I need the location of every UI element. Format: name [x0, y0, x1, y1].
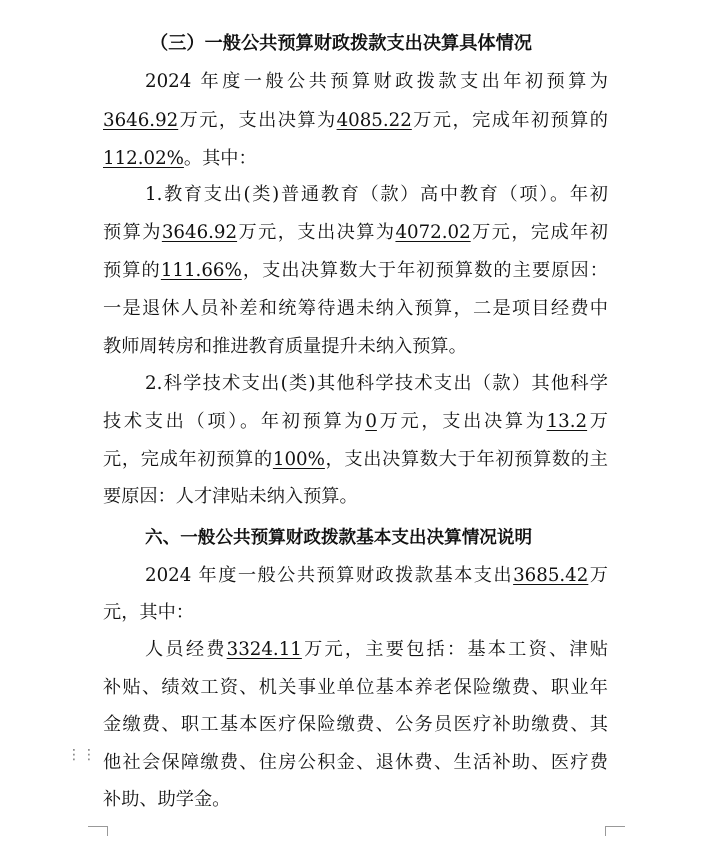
item-1-line: 一是退休人员补差和统筹待遇未纳入预算，二是项目经费中 — [103, 298, 608, 319]
item-2-line: 元，完成年初预算的100%，支出决算数大于年初预算数的主 — [103, 449, 608, 470]
paragraph-line: 元，其中： — [103, 602, 194, 623]
budget-value: 0 — [365, 411, 377, 432]
paragraph-line: 112.02%。其中： — [103, 148, 257, 169]
paragraph-line: 补助、助学金。 — [103, 789, 231, 810]
paragraph-line: 2024 年度一般公共预算财政拨款支出年初预算为 — [145, 71, 608, 92]
rate-value: 112.02% — [103, 148, 184, 169]
basic-expense-value: 3685.42 — [513, 565, 589, 586]
item-1-line: 预算为3646.92万元，支出决算为4072.02万元，完成年初 — [103, 222, 608, 243]
paragraph-line: 3646.92万元，支出决算为4085.22万元，完成年初预算的 — [103, 110, 608, 131]
section-heading-6: 六、一般公共预算财政拨款基本支出决算情况说明 — [145, 528, 533, 548]
budget-value: 3646.92 — [103, 110, 179, 131]
paragraph-line: 他社会保障缴费、住房公积金、退休费、生活补助、医疗费 — [103, 752, 608, 773]
rate-value: 111.66% — [160, 260, 242, 281]
paragraph-line: 2024 年度一般公共预算财政拨款基本支出3685.42万 — [145, 565, 608, 586]
item-2-line: 2.科学技术支出(类)其他科学技术支出（款）其他科学 — [145, 373, 608, 394]
item-1-line: 1.教育支出(类)普通教育（款）高中教育（项）。年初 — [145, 184, 608, 205]
section-heading-3: （三）一般公共预算财政拨款支出决算具体情况 — [150, 33, 532, 54]
item-1-line: 教师周转房和推进教育质量提升未纳入预算。 — [103, 336, 467, 357]
page-corner-mark — [88, 826, 108, 847]
personnel-expense-value: 3324.11 — [226, 639, 302, 660]
paragraph-line: 人员经费3324.11万元，主要包括：基本工资、津贴 — [145, 639, 608, 660]
item-2-line: 技术支出（项）。年初预算为0万元，支出决算为13.2万 — [103, 411, 608, 432]
page-corner-mark — [605, 826, 625, 847]
paragraph-line: 补贴、绩效工资、机关事业单位基本养老保险缴费、职业年 — [103, 677, 608, 698]
budget-value: 3646.92 — [161, 222, 238, 243]
page-corner-mark — [605, 826, 606, 836]
drag-handle-icon[interactable]: ⋮⋮ — [67, 747, 97, 763]
page-corner-mark — [107, 826, 108, 836]
final-value: 4085.22 — [336, 110, 412, 131]
paragraph-line: 金缴费、职工基本医疗保险缴费、公务员医疗补助缴费、其 — [103, 714, 608, 735]
item-2-line: 要原因：人才津贴未纳入预算。 — [103, 486, 358, 507]
final-value: 4072.02 — [395, 222, 471, 243]
final-value: 13.2 — [546, 411, 588, 432]
rate-value: 100% — [272, 449, 325, 470]
item-1-line: 预算的111.66%，支出决算数大于年初预算数的主要原因： — [103, 260, 608, 281]
